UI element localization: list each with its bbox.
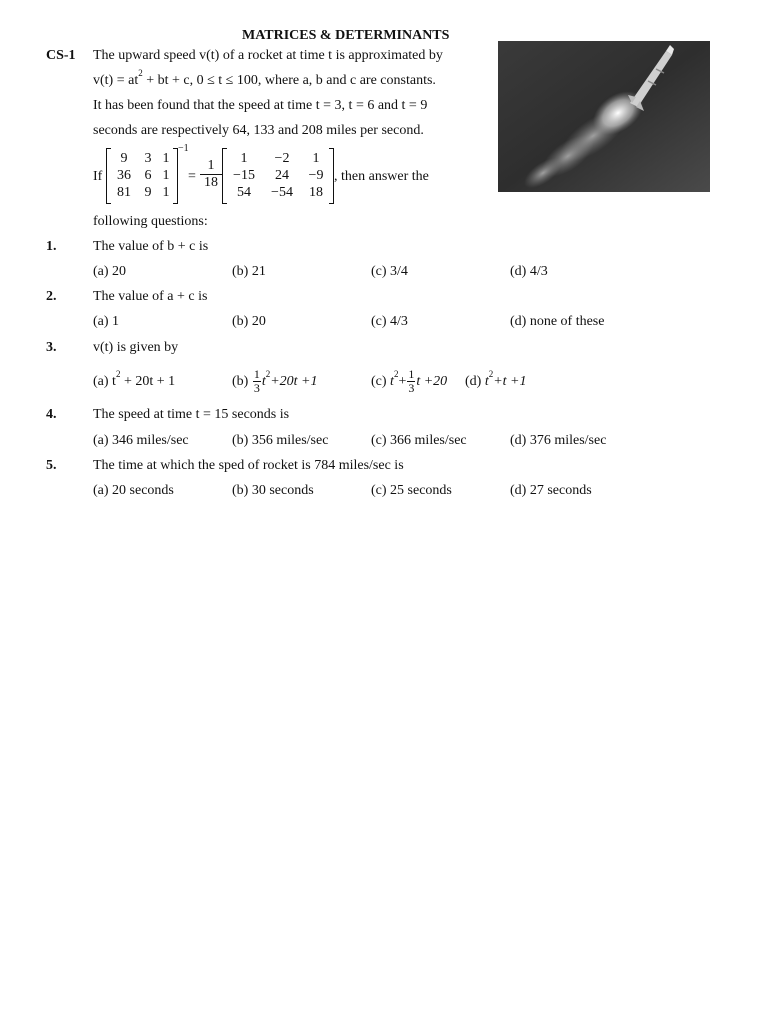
option-c: (c) 366 miles/sec [371,433,467,448]
question-number: 3. [46,340,57,355]
option-b-fraction: $\frac{1}{3}$ [253,367,260,396]
matrix-a-cell: 36 [117,168,131,183]
question-number: 5. [46,458,57,473]
page-title: MATRICES & DETERMINANTS [242,28,450,43]
option-b: (b) 21 [232,264,266,279]
matrix-b-cell: 18 [309,185,323,200]
case-study-line-1: The upward speed v(t) of a rocket at time t is approximated by [93,48,443,63]
matrix-a-cell: 6 [144,168,152,183]
question-number: 2. [46,289,57,304]
option-d: (d) 376 miles/sec [510,433,607,448]
question-text: The value of b + c is [93,239,209,254]
case-study-line-4: seconds are respectively 64, 133 and 208 miles per second. [93,123,424,138]
matrix-b-cell: −15 [233,168,255,183]
matrix-a-cell: 9 [120,151,128,166]
option-a: (a) 20 [93,264,127,279]
matrix-b-cell: 54 [237,185,251,200]
fraction-denominator: 18 [204,175,218,190]
fraction-one-eighteenth [200,158,222,191]
question-number: 1. [46,239,57,254]
option-d: (d) none of these [510,314,605,329]
option-d: (d) 27 seconds [510,483,592,498]
option-d: (d) 4/3 [510,264,548,279]
matrix-b-cell: −2 [274,151,290,166]
matrix-tail-text: , then answer the [334,169,429,184]
option-a: (a) $t^2 + 20t + 1$ [93,369,176,389]
option-c: (c) 4/3 [371,314,408,329]
matrix-b-cell: 1 [312,151,320,166]
case-study-label: CS-1 [46,48,76,63]
matrix-a-cell: 1 [162,151,170,166]
matrix-a-cell: 3 [144,151,152,166]
question-text: The value of a + c is [93,289,208,304]
case-study-line-3: It has been found that the speed at time t = 3, t = 6 and t = 9 [93,98,428,113]
matrix-a-cell: 1 [162,185,170,200]
question-text: v(t) is given by [93,340,179,355]
option-b: (b) 356 miles/sec [232,433,329,448]
option-a: (a) 20 seconds [93,483,174,498]
option-c: (c) $t^2+$ $\frac{1}{3}$ t +20 [371,367,448,396]
matrix-a-cell: 1 [162,168,170,183]
matrix-b-cell: 24 [275,168,289,183]
option-c-fraction: $\frac{1}{3}$ [408,367,415,396]
option-c: (c) 3/4 [371,264,408,279]
rocket-launch-photo [498,41,710,192]
matrix-b [222,148,334,204]
option-d: (d) $t^2+t +1$ [465,369,527,389]
option-b: (b) 30 seconds [232,483,314,498]
matrix-b-cell: −9 [308,168,324,183]
matrix-a-cell: 81 [117,185,131,200]
inverse-exponent: −1 [178,143,189,154]
option-a: (a) 346 miles/sec [93,433,189,448]
fraction-numerator: 1 [200,158,222,175]
matrix-if-label: If [93,169,103,184]
case-study-formula-line: $v(t) = at^2$ + bt + c, 0 ≤ t ≤ 100, where a, b and c are constants. [93,68,436,88]
question-text: The time at which the sped of rocket is 784 miles/sec is [93,458,404,473]
option-c: (c) 25 seconds [371,483,452,498]
option-a: (a) 1 [93,314,120,329]
matrix-b-cell: 1 [240,151,248,166]
question-text: The speed at time t = 15 seconds is [93,407,290,422]
question-number: 4. [46,407,57,422]
case-study-line-6: following questions: [93,214,208,229]
matrix-b-cell: −54 [271,185,293,200]
option-b: (b) 20 [232,314,266,329]
option-b: (b) $\frac{1}{3}$ $t^2+20t +1$ [232,367,318,396]
matrix-a [106,148,178,204]
equals-sign: = [188,169,196,184]
matrix-a-cell: 9 [144,185,152,200]
